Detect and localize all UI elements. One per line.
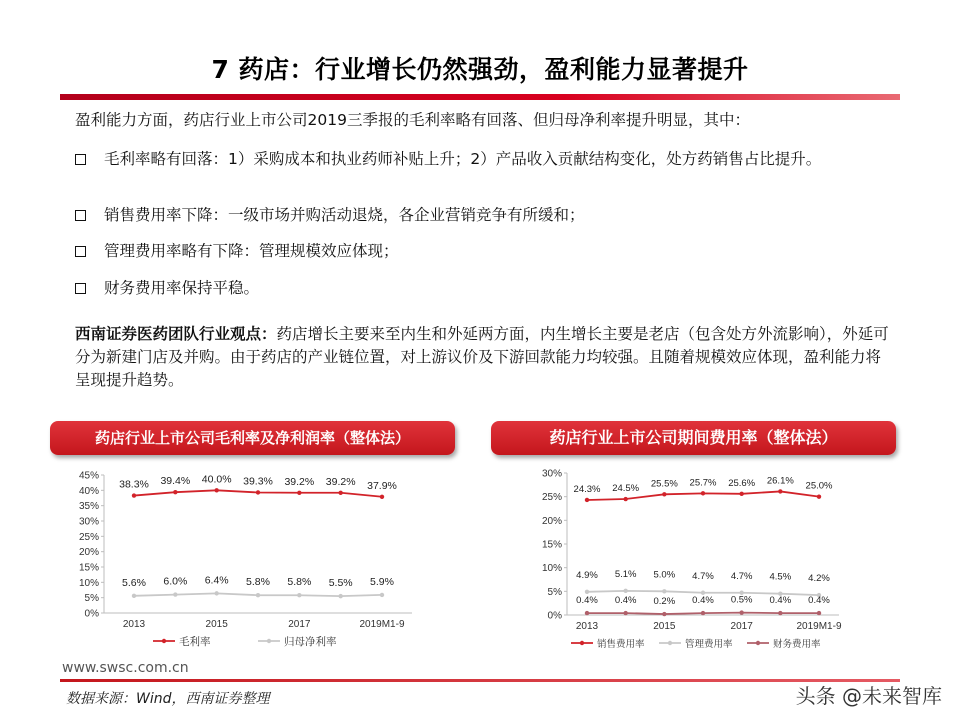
chart2-y-tick-label: 0% (547, 610, 562, 622)
title-divider (60, 94, 900, 100)
chart2-data-label: 0.4% (576, 595, 598, 607)
chart1-panel (72, 462, 457, 658)
intro-text: 盈利能力方面，药店行业上市公司2019三季报的毛利率略有回落、但归母净利率提升明显，其中： (75, 111, 750, 129)
page-title: 7 药店：行业增长仍然强劲，盈利能力显著提升 (211, 55, 749, 84)
chart1-data-point (173, 592, 177, 596)
chart2-data-point (662, 492, 666, 496)
square-bullet-icon (75, 154, 86, 165)
chart1-y-tick-label: 15% (78, 562, 99, 574)
bullet-item (75, 277, 895, 307)
chart2-data-label: 26.1% (766, 475, 794, 487)
chart1-data-point (380, 593, 384, 597)
watermark: 头条 @未来智库 (795, 684, 942, 708)
footer-divider (60, 679, 900, 682)
chart1-data-point (297, 491, 301, 495)
chart1-data-point (380, 495, 384, 499)
chart2-data-point (778, 489, 782, 493)
chart2-title: 药店行业上市公司期间费用率（整体法） (491, 421, 896, 455)
chart1-data-label: 39.4% (160, 475, 191, 488)
chart1-data-label: 38.3% (119, 478, 149, 491)
chart2-data-label: 0.4% (808, 595, 830, 607)
chart1-y-tick-label: 45% (78, 470, 99, 482)
chart1-data-point (173, 490, 177, 494)
chart2-data-point (585, 611, 589, 615)
bullet-text: 毛利率略有回落：1）采购成本和执业药师补贴上升；2）产品收入贡献结构变化，处方药销售占比提升。 (104, 150, 822, 168)
chart1-data-label: 39.2% (284, 475, 315, 488)
chart2-legend-marker (580, 641, 584, 645)
square-bullet-icon (75, 283, 86, 294)
chart1-legend-marker (162, 639, 166, 643)
chart2-data-label: 24.3% (573, 483, 601, 495)
chart2-legend-marker (756, 641, 760, 645)
chart2-legend-marker (668, 641, 672, 645)
chart2-data-point (817, 494, 821, 498)
chart2-panel (535, 462, 850, 658)
chart1-data-point (132, 493, 136, 497)
chart1-y-tick-label: 5% (84, 593, 99, 605)
chart1-data-label: 5.8% (287, 576, 312, 589)
chart2-y-tick-label: 5% (547, 586, 562, 598)
website-url: www.swsc.com.cn (62, 660, 189, 676)
chart1-data-point (214, 591, 218, 595)
bullet-text: 财务费用率保持平稳。 (104, 279, 260, 297)
chart2-data-label: 0.4% (692, 595, 714, 607)
chart2-x-tick-label: 2013 (575, 621, 599, 632)
chart2-data-label: 0.4% (769, 595, 792, 607)
chart1-y-tick-label: 20% (78, 547, 99, 559)
chart2-legend-label: 管理费用率 (685, 639, 733, 650)
bullet-item (75, 204, 895, 240)
chart1-data-point (132, 594, 136, 598)
chart2-legend-label: 财务费用率 (773, 639, 821, 650)
chart1-data-label: 5.8% (246, 576, 270, 589)
chart2-data-label: 25.0% (805, 480, 833, 492)
chart1-x-tick-label: 2017 (288, 619, 311, 630)
viewpoint-label: 西南证券医药团队行业观点： (75, 325, 277, 343)
chart1-data-point (214, 488, 218, 492)
chart1-title: 药店行业上市公司毛利率及净利润率（整体法） (50, 421, 455, 455)
chart1-x-tick-label: 2015 (205, 619, 228, 630)
chart1-data-label: 5.9% (370, 575, 394, 588)
chart2-x-tick-label: 2015 (653, 621, 676, 632)
chart2-data-label: 5.1% (614, 568, 637, 580)
data-source: 数据来源：Wind，西南证券整理 (66, 691, 270, 707)
chart1-legend-marker (267, 639, 271, 643)
chart1-data-label: 6.4% (204, 574, 229, 587)
viewpoint-text: 药店增长主要来至内生和外延两方面，内生增长主要是老店（包含处方外流影响），外延可分为新建门店及并购。由于药店的产业链位置，对上游议价及下游回款能力均较强。且随着规模效应体现，盈利能力将呈现提升趋势。 (75, 325, 889, 389)
chart2-x-tick-label: 2019M1-9 (796, 621, 842, 632)
chart2-data-label: 25.6% (728, 477, 756, 489)
chart1-data-label: 5.6% (122, 576, 146, 589)
chart1-y-tick-label: 40% (78, 485, 99, 497)
chart2-data-label: 4.7% (730, 570, 753, 582)
chart2-data-label: 24.5% (612, 483, 640, 495)
chart2-data-label: 4.5% (769, 571, 792, 583)
chart2-data-label: 0.4% (614, 595, 637, 607)
chart1-legend-label: 归母净利率 (284, 636, 337, 648)
chart2-data-label: 0.2% (653, 596, 676, 608)
chart2-data-label: 4.9% (576, 569, 598, 581)
chart2-data-label: 25.5% (650, 478, 678, 490)
chart1-data-label: 5.5% (328, 577, 353, 590)
chart2-svg (535, 462, 850, 658)
bullet-text: 销售费用率下降：一级市场并购活动退烧，各企业营销竞争有所缓和； (104, 206, 585, 224)
chart1-data-point (297, 593, 301, 597)
chart1-x-tick-label: 2013 (122, 619, 146, 630)
chart2-legend-label: 销售费用率 (597, 639, 645, 650)
chart2-data-label: 4.7% (692, 570, 714, 582)
chart2-data-point (623, 497, 627, 501)
bullet-text: 管理费用率略有下降：管理规模效应体现； (104, 242, 399, 260)
chart2-data-point (701, 611, 705, 615)
chart2-y-tick-label: 30% (541, 468, 562, 480)
chart2-data-point (662, 589, 666, 593)
chart2-data-point (585, 590, 589, 594)
chart2-data-point (739, 492, 743, 496)
chart1-svg (72, 462, 457, 658)
bullet-list (75, 148, 895, 307)
chart1-y-tick-label: 30% (78, 516, 99, 528)
chart2-y-tick-label: 25% (541, 492, 562, 504)
chart2-data-label: 5.0% (653, 569, 676, 581)
chart1-legend-label: 毛利率 (179, 636, 211, 648)
chart1-data-point (256, 593, 260, 597)
chart1-data-point (256, 490, 260, 494)
chart1-y-tick-label: 35% (78, 501, 99, 513)
chart2-data-point (778, 611, 782, 615)
chart2-data-point (623, 589, 627, 593)
bullet-item (75, 148, 895, 204)
chart2-data-label: 0.5% (730, 594, 753, 606)
chart1-data-point (338, 491, 342, 495)
chart2-y-tick-label: 15% (541, 539, 562, 551)
bullet-item (75, 240, 895, 277)
square-bullet-icon (75, 246, 86, 257)
chart1-data-label: 6.0% (163, 575, 188, 588)
chart1-data-label: 37.9% (367, 479, 397, 492)
chart2-y-tick-label: 20% (541, 515, 562, 527)
viewpoint-paragraph (75, 323, 895, 392)
chart2-data-point (585, 498, 589, 502)
chart2-x-tick-label: 2017 (730, 621, 753, 632)
chart1-data-point (338, 594, 342, 598)
chart2-data-point (817, 611, 821, 615)
chart2-data-point (739, 610, 743, 614)
chart2-data-point (623, 611, 627, 615)
chart2-data-point (662, 612, 666, 616)
chart1-data-label: 40.0% (201, 473, 232, 486)
chart1-x-tick-label: 2019M1-9 (359, 619, 405, 630)
square-bullet-icon (75, 210, 86, 221)
chart1-y-tick-label: 25% (78, 531, 99, 543)
chart2-y-tick-label: 10% (541, 563, 562, 575)
chart1-y-tick-label: 0% (84, 608, 99, 620)
chart1-data-label: 39.3% (243, 475, 273, 488)
chart2-data-label: 4.2% (808, 573, 830, 585)
chart1-data-label: 39.2% (325, 475, 356, 488)
chart2-data-point (701, 491, 705, 495)
chart2-data-label: 25.7% (689, 477, 717, 489)
chart1-y-tick-label: 10% (78, 577, 99, 589)
